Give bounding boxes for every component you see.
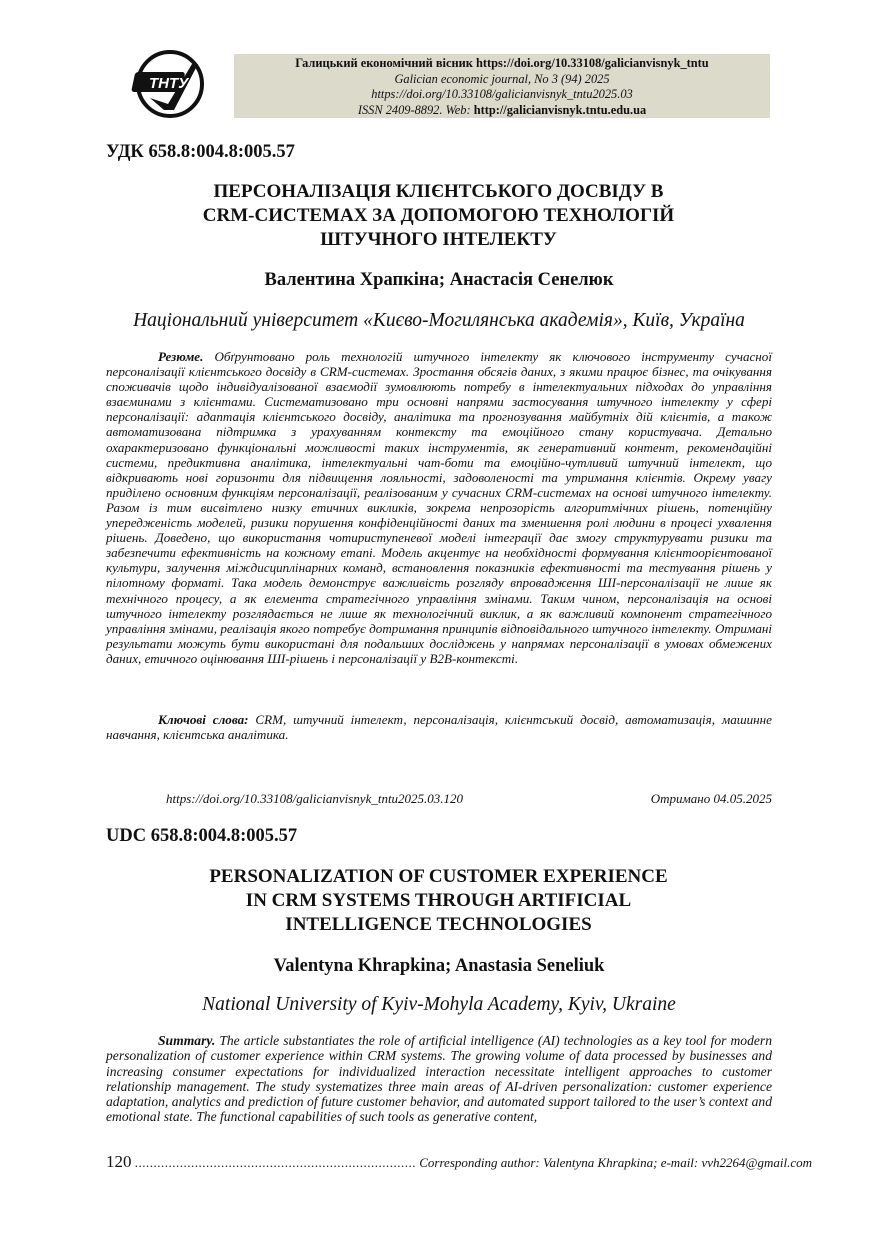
page-number: 120 <box>106 1152 132 1171</box>
footer-leader-dots: ........................................................................... <box>134 1155 416 1170</box>
tntu-logo <box>134 50 206 118</box>
keywords-label: Ключові слова: <box>158 712 249 727</box>
udk-code: УДК 658.8:004.8:005.57 <box>106 142 295 162</box>
abstract-label: Резюме. <box>158 349 204 364</box>
article-title-en <box>130 865 747 937</box>
title-line: INTELLIGENCE TECHNOLOGIES <box>285 914 592 935</box>
page-footer <box>106 1152 813 1172</box>
udc-code: UDC 658.8:004.8:005.57 <box>106 826 298 846</box>
title-line: ПЕРСОНАЛІЗАЦІЯ КЛІЄНТСЬКОГО ДОСВІДУ В <box>213 181 664 202</box>
journal-issn-line <box>234 103 770 119</box>
keywords-ua <box>106 712 772 742</box>
affiliation-en: National University of Kyiv-Mohyla Academy, Kyiv, Ukraine <box>202 994 676 1015</box>
logo-text: ТНТУ <box>149 75 189 92</box>
summary-label: Summary. <box>158 1033 216 1048</box>
title-line: PERSONALIZATION OF CUSTOMER EXPERIENCE <box>209 866 668 887</box>
summary-text: The article substantiates the role of artificial intelligence (AI) technologies as a key tool for modern personalization of customer experience within CRM systems. The growing volume of data processed by businesses and increasing consumer expectations for individualized interaction necessitate intelligent approaches to customer relationship management. The study systematizes three main areas of AI-driven personalization: customer experience adaptation, analytics and prediction of future customer behavior, and automated support tailored to the user’s context and emotional state. The functional capabilities of such tools as generative content, <box>106 1033 772 1125</box>
corresponding-author: Corresponding author: Valentyna Khrapkina; e-mail: vvh2264@gmail.com <box>419 1155 813 1170</box>
affiliation-ua: Національний університет «Києво-Могилянська академія», Київ, Україна <box>133 310 745 331</box>
received-date: Отримано 04.05.2025 <box>650 791 772 806</box>
article-doi-link[interactable]: https://doi.org/10.33108/galicianvisnyk_tntu2025.03.120 <box>166 791 464 806</box>
authors-en: Valentyna Khrapkina; Anastasia Seneliuk <box>273 956 605 976</box>
article-title-ua <box>130 180 747 252</box>
authors-ua: Валентина Храпкіна; Анастасія Сенелюк <box>264 270 614 290</box>
journal-website-link[interactable]: http://galicianvisnyk.tntu.edu.ua <box>473 102 647 117</box>
journal-title-line: Галицький економічний вісник https://doi.org/10.33108/galicianvisnyk_tntu <box>295 56 709 70</box>
issn-text: ISSN 2409-8892. Web: <box>357 102 474 117</box>
journal-issue-line: Galician economic journal, No 3 (94) 2025 <box>394 71 610 86</box>
abstract-text: Обґрунтовано роль технологій штучного інтелекту як ключового інструменту сучасної персоналізації клієнтського досвіду в CRM-системах. Зростання обсягів даних, з якими працює бізнес, та очікування споживачів щодо індивідуалізованої взаємодії зумовлюють потребу в інтелектуальних підходах до управління взаєминами з клієнтами. Систематизовано три основні напрями застосування штучного інтелекту у сфері персоналізації: адаптація клієнтського досвіду, аналітика та прогнозування майбутніх дій клієнтів, а також автоматизована підтримка з урахуванням контексту та емоційного стану користувача. Детально охарактеризовано функціональні можливості таких інструментів, як генеративний контент, рекомендаційні системи, предиктивна аналітика, інтелектуальні чат-боти та емоційно-чутливий штучний інтелект, що відкривають нові горизонти для підвищення лояльності, задоволеності та утримання клієнтів. Окрему увагу приділено основним функціям персоналізації, реалізованим у сучасних CRM-системах на основі штучного інтелекту. Разом із тим висвітлено низку етичних викликів, зокрема непрозорість алгоритмічних рішень, потенційну упередженість моделей, ризики порушення конфіденційності даних та зменшення ролі людини в процесі ухвалення рішень. Доведено, що використання чотириступеневої моделі інтеграції дає змогу структурувати ризики та забезпечити ефективність на кожному етапі. Модель акцентує на необхідності формування клієнтоорієнтованої культури, залучення міждисциплінарних команд, встановлення показників ефективності та тестування рішень у пілотному форматі. Така модель демонструє важливість розгляду впровадження ШІ-персоналізації не лише як технічного процесу, а як елемента стратегічного управління змінами. Таким чином, персоналізація на основі штучного інтелекту розглядається не лише як технологічний виклик, а як важливий компонент стратегічного управління змінами, реалізація якого потребує дотримання принципів відповідального штучного інтелекту. Отримані результати можуть бути використані для подальших досліджень у напрямах персоналізації в умовах обмежених даних, етичного оцінювання ШІ-рішень і персоналізації у B2B-контексті. <box>106 349 772 666</box>
title-line: CRM-СИСТЕМАХ ЗА ДОПОМОГОЮ ТЕХНОЛОГІЙ <box>202 205 675 226</box>
keywords-text: CRM, штучний інтелект, персоналізація, клієнтський досвід, автоматизація, машинне навчання, клієнтська аналітика. <box>106 712 772 743</box>
title-line: IN CRM SYSTEMS THROUGH ARTIFICIAL <box>245 890 632 911</box>
summary-en <box>106 1033 772 1125</box>
title-line: ШТУЧНОГО ІНТЕЛЕКТУ <box>320 229 557 250</box>
journal-doi-line: https://doi.org/10.33108/galicianvisnyk_tntu2025.03 <box>371 87 633 101</box>
journal-header <box>234 54 770 118</box>
abstract-ua <box>106 349 772 666</box>
